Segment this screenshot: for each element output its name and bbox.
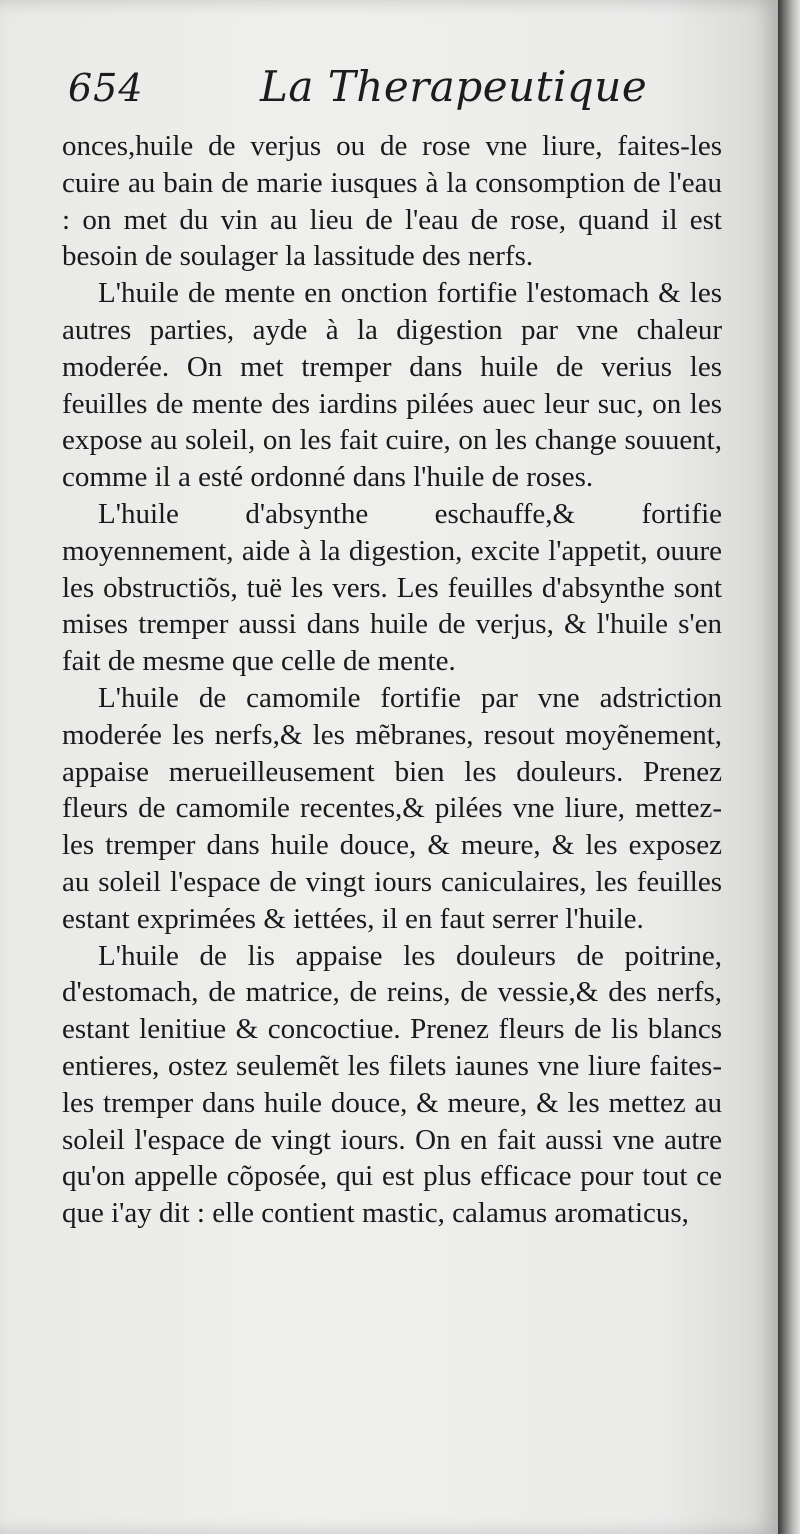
page-number: 654: [68, 66, 144, 110]
paragraph-huile-de-camomile: L'huile de camomile fortifie par vne adstriction moderée les nerfs,& les mẽbranes, resout moyẽnement, appaise merueilleusement bien les douleurs. Prenez fleurs de camomile recentes,& pilées vne liure, mettez-les tremper dans huile douce, & meure, & les exposez au soleil l'espace de vingt iours caniculaires, les feuilles estant exprimées & iettées, il en faut serrer l'huile.: [62, 681, 722, 935]
paragraph-continuation: onces,huile de verjus ou de rose vne liure, faites-les cuire au bain de marie iusques à la consomption de l'eau : on met du vin au lieu de l'eau de rose, quand il est besoin de soulager la lassitude des nerfs.: [62, 130, 722, 273]
page-header: [60, 58, 720, 122]
paragraph-huile-de-lis: L'huile de lis appaise les douleurs de poitrine, d'estomach, de matrice, de reins, de vessie,& des nerfs, estant lenitiue & concoctiue. Prenez fleurs de lis blancs entieres, ostez seulemẽt les filets iaunes vne liure faites-les tremper dans huile douce, & meure, & les mettez au soleil l'espace de vingt iours. On en fait aussi vne autre qu'on appelle cõposée, qui est plus efficace pour tout ce que i'ay dit : elle contient mastic, calamus aromaticus,: [62, 939, 722, 1230]
body-text: [62, 128, 722, 1232]
paragraph-huile-de-mente: L'huile de mente en onction fortifie l'estomach & les autres parties, ayde à la digestion par vne chaleur moderée. On met tremper dans huile de verius les feuilles de mente des iardins pilées auec leur suc, on les expose au soleil, on les fait cuire, on les change souuent, comme il a esté ordonné dans l'huile de roses.: [62, 277, 722, 494]
paragraph-huile-d-absynthe: L'huile d'absynthe eschauffe,& fortifie moyennement, aide à la digestion, excite l'appetit, ouure les obstructiõs, tuë les vers. Les feuilles d'absynthe sont mises tremper aussi dans huile de verjus, & l'huile s'en fait de mesme que celle de mente.: [62, 497, 722, 678]
running-title: La Therapeutique: [260, 62, 648, 111]
page-edge-shadow: [778, 0, 800, 1534]
